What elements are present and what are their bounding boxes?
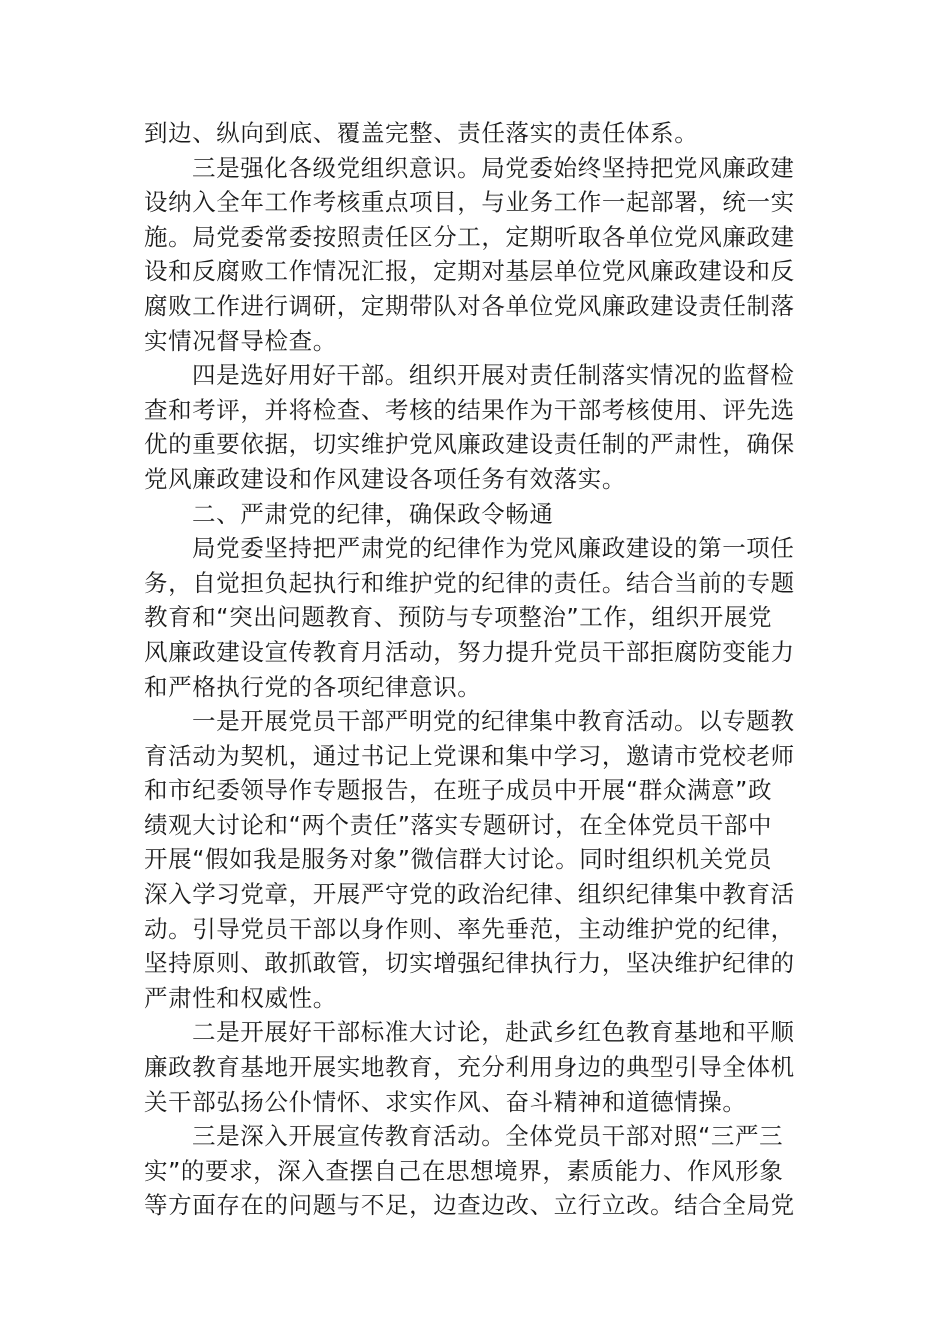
document-body xyxy=(144,116,806,1223)
text-line: 深入学习党章，开展严守党的政治纪律、组织纪律集中教育活 xyxy=(144,880,795,909)
text-line: 和市纪委领导作专题报告，在班子成员中开展“群众满意”政 xyxy=(144,776,773,805)
text-line: 实”的要求，深入查摆自己在思想境界，素质能力、作风形象 xyxy=(144,1156,784,1185)
text-line: 党风廉政建设和作风建设各项任务有效落实。 xyxy=(144,464,626,493)
text-line: 务，自觉担负起执行和维护党的纪律的责任。结合当前的专题 xyxy=(144,568,795,597)
text-line: 坚持原则、敢抓敢管，切实增强纪律执行力，坚决维护纪律的 xyxy=(144,949,795,978)
text-line: 风廉政建设宣传教育月活动，努力提升党员干部拒腐防变能力 xyxy=(144,637,795,666)
text-line: 查和考评，并将检查、考核的结果作为干部考核使用、评先选 xyxy=(144,395,795,424)
text-line: 设纳入全年工作考核重点项目，与业务工作一起部署，统一实 xyxy=(144,188,795,217)
text-line: 腐败工作进行调研，定期带队对各单位党风廉政建设责任制落 xyxy=(144,291,795,320)
text-line: 四是选好用好干部。组织开展对责任制落实情况的监督检 xyxy=(192,361,795,390)
text-line: 和严格执行党的各项纪律意识。 xyxy=(144,672,482,701)
text-line: 施。局党委常委按照责任区分工，定期听取各单位党风廉政建 xyxy=(144,222,795,251)
text-line: 动。引导党员干部以身作则、率先垂范，主动维护党的纪律， xyxy=(144,914,795,943)
text-line: 严肃性和权威性。 xyxy=(144,983,337,1012)
text-line: 育活动为契机，通过书记上党课和集中学习，邀请市党校老师 xyxy=(144,741,795,770)
text-line: 三是深入开展宣传教育活动。全体党员干部对照“三严三 xyxy=(192,1122,784,1151)
text-line: 等方面存在的问题与不足，边查边改、立行立改。结合全局党 xyxy=(144,1191,795,1220)
text-line: 局党委坚持把严肃党的纪律作为党风廉政建设的第一项任 xyxy=(192,534,795,563)
text-line: 一是开展党员干部严明党的纪律集中教育活动。以专题教 xyxy=(192,707,795,736)
text-line: 二是开展好干部标准大讨论，赴武乡红色教育基地和平顺 xyxy=(192,1018,795,1047)
text-line: 到边、纵向到底、覆盖完整、责任落实的责任体系。 xyxy=(144,119,699,147)
text-line: 廉政教育基地开展实地教育，充分利用身边的典型引导全体机 xyxy=(144,1053,795,1082)
text-line: 实情况督导检查。 xyxy=(144,326,337,355)
text-line: 设和反腐败工作情况汇报，定期对基层单位党风廉政建设和反 xyxy=(144,257,795,286)
text-line: 优的重要依据，切实维护党风廉政建设责任制的严肃性，确保 xyxy=(144,430,795,459)
text-line: 二、严肃党的纪律，确保政令畅通 xyxy=(192,499,554,528)
text-line: 关干部弘扬公仆情怀、求实作风、奋斗精神和道德情操。 xyxy=(144,1087,747,1116)
text-line: 开展“假如我是服务对象”微信群大讨论。同时组织机关党员 xyxy=(144,845,773,874)
text-line: 教育和“突出问题教育、预防与专项整治”工作，组织开展党 xyxy=(144,603,773,632)
text-line: 绩观大讨论和“两个责任”落实专题研讨，在全体党员干部中 xyxy=(144,810,773,839)
text-line: 三是强化各级党组织意识。局党委始终坚持把党风廉政建 xyxy=(192,153,795,182)
